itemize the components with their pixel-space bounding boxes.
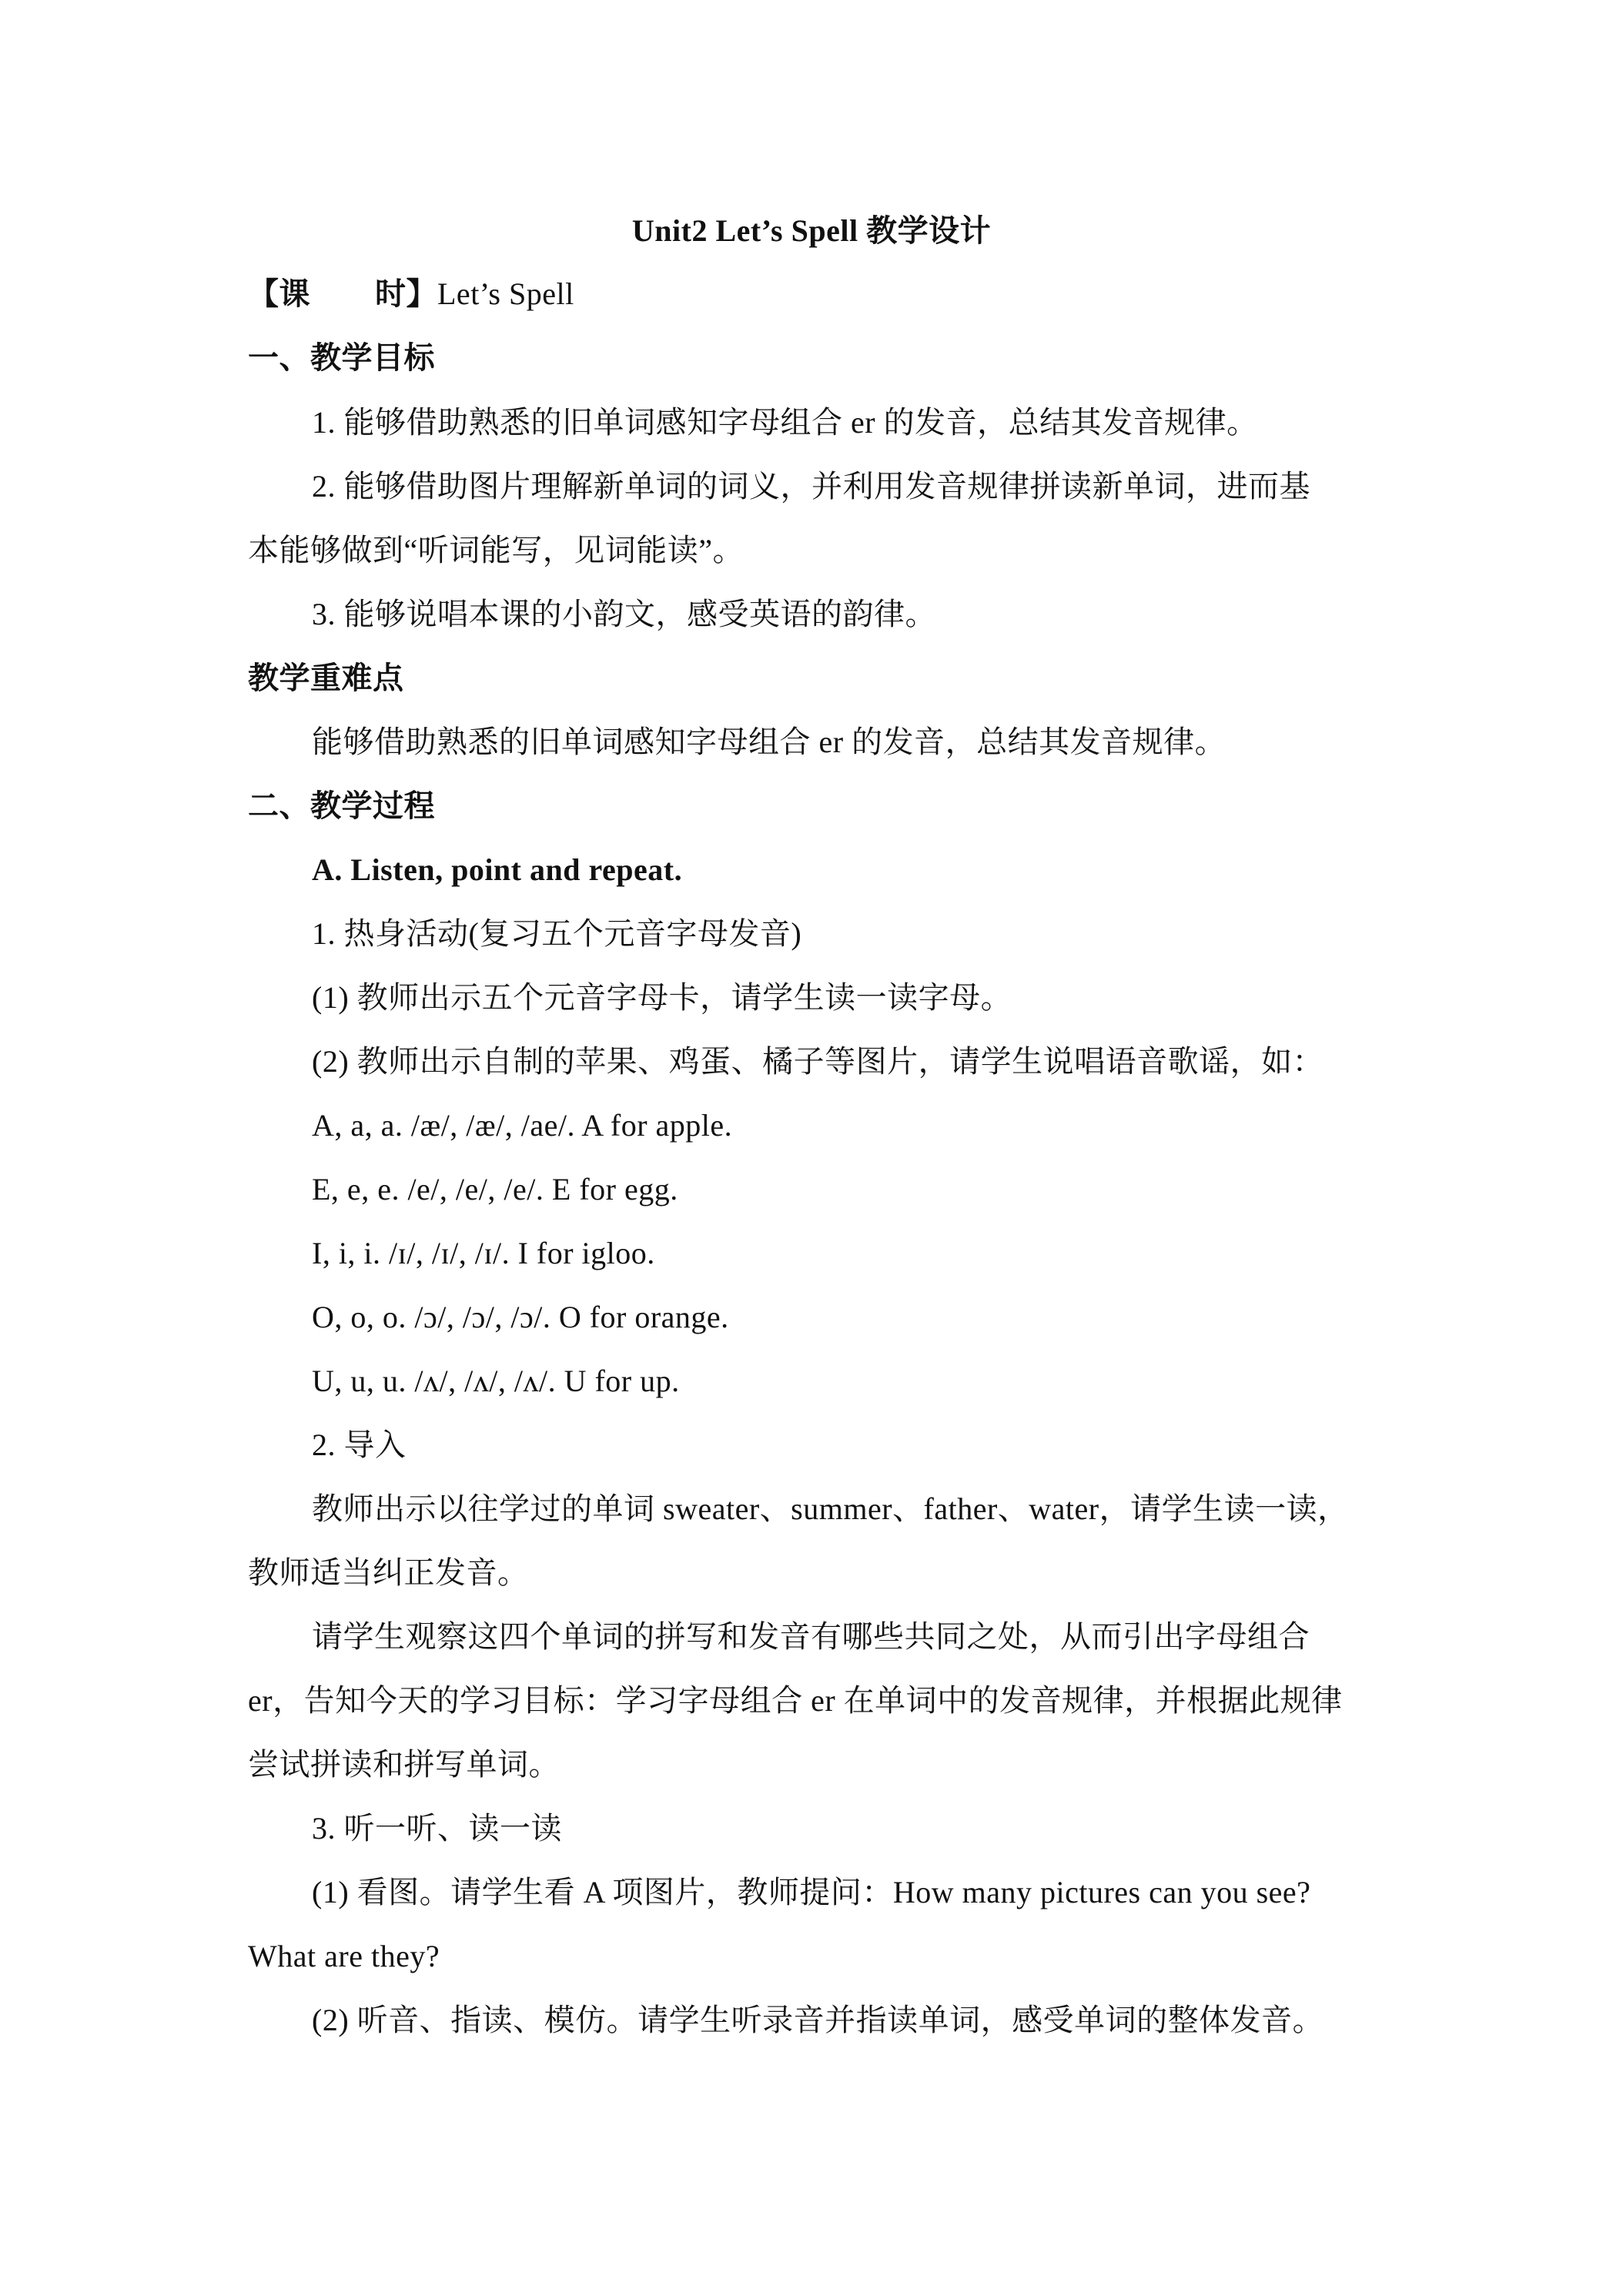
chant-i: I, i, i. /ɪ/, /ɪ/, /ɪ/. I for igloo. bbox=[312, 1236, 655, 1270]
goal-2: 2. 能够借助图片理解新单词的词义，并利用发音规律拼读新单词，进而基 bbox=[312, 469, 1310, 504]
document-title: Unit2 Let’s Spell 教学设计 bbox=[631, 213, 992, 248]
chant-o: O, o, o. /ɔ/, /ɔ/, /ɔ/. O for orange. bbox=[312, 1300, 729, 1334]
goal-2-continued: 本能够做到“听词能写，见词能读”。 bbox=[248, 533, 745, 567]
lesson-label-close: 时】 bbox=[375, 276, 437, 311]
intro-para1-line1: 教师出示以往学过的单词 sweater、summer、father、water，请学生读一读， bbox=[312, 1491, 1349, 1526]
keypoints-heading: 教学重难点 bbox=[248, 661, 404, 695]
listen-step-2: (2) 听音、指读、模仿。请学生听录音并指读单词，感受单词的整体发音。 bbox=[312, 2003, 1324, 2037]
part-a-heading: A. Listen, point and repeat. bbox=[312, 852, 683, 887]
intro-para2-line1: 请学生观察这四个单词的拼写和发音有哪些共同之处，从而引出字母组合 bbox=[312, 1619, 1310, 1654]
listen-title: 3. 听一听、读一读 bbox=[312, 1811, 562, 1846]
intro-title: 2. 导入 bbox=[312, 1427, 407, 1462]
warmup-title: 1. 热身活动(复习五个元音字母发音) bbox=[312, 916, 802, 951]
lesson-value: Let’s Spell bbox=[437, 276, 574, 311]
warmup-step-1: (1) 教师出示五个元音字母卡，请学生读一读字母。 bbox=[312, 980, 1012, 1015]
lesson-line bbox=[248, 276, 574, 313]
intro-para2-line2: er，告知今天的学习目标：学习字母组合 er 在单词中的发音规律，并根据此规律 bbox=[248, 1683, 1343, 1718]
chant-a: A, a, a. /æ/, /æ/, /ae/. A for apple. bbox=[312, 1108, 733, 1143]
section1-heading: 一、教学目标 bbox=[248, 340, 435, 375]
chant-u: U, u, u. /ʌ/, /ʌ/, /ʌ/. U for up. bbox=[312, 1364, 680, 1398]
listen-step-1-line1: (1) 看图。请学生看 A 项图片，教师提问：How many pictures can you see? bbox=[312, 1875, 1311, 1909]
goal-3: 3. 能够说唱本课的小韵文，感受英语的韵律。 bbox=[312, 597, 936, 631]
warmup-step-2: (2) 教师出示自制的苹果、鸡蛋、橘子等图片，请学生说唱语音歌谣，如： bbox=[312, 1044, 1324, 1079]
goal-1: 1. 能够借助熟悉的旧单词感知字母组合 er 的发音，总结其发音规律。 bbox=[312, 405, 1258, 440]
lesson-label-open: 【课 bbox=[248, 276, 310, 311]
chant-e: E, e, e. /e/, /e/, /e/. E for egg. bbox=[312, 1172, 678, 1207]
keypoints-text: 能够借助熟悉的旧单词感知字母组合 er 的发音，总结其发音规律。 bbox=[312, 725, 1226, 759]
section2-heading: 二、教学过程 bbox=[248, 788, 435, 823]
intro-para2-line3: 尝试拼读和拼写单词。 bbox=[248, 1747, 560, 1782]
intro-para1-line2: 教师适当纠正发音。 bbox=[248, 1555, 529, 1590]
listen-step-1-line2: What are they? bbox=[248, 1939, 440, 1973]
